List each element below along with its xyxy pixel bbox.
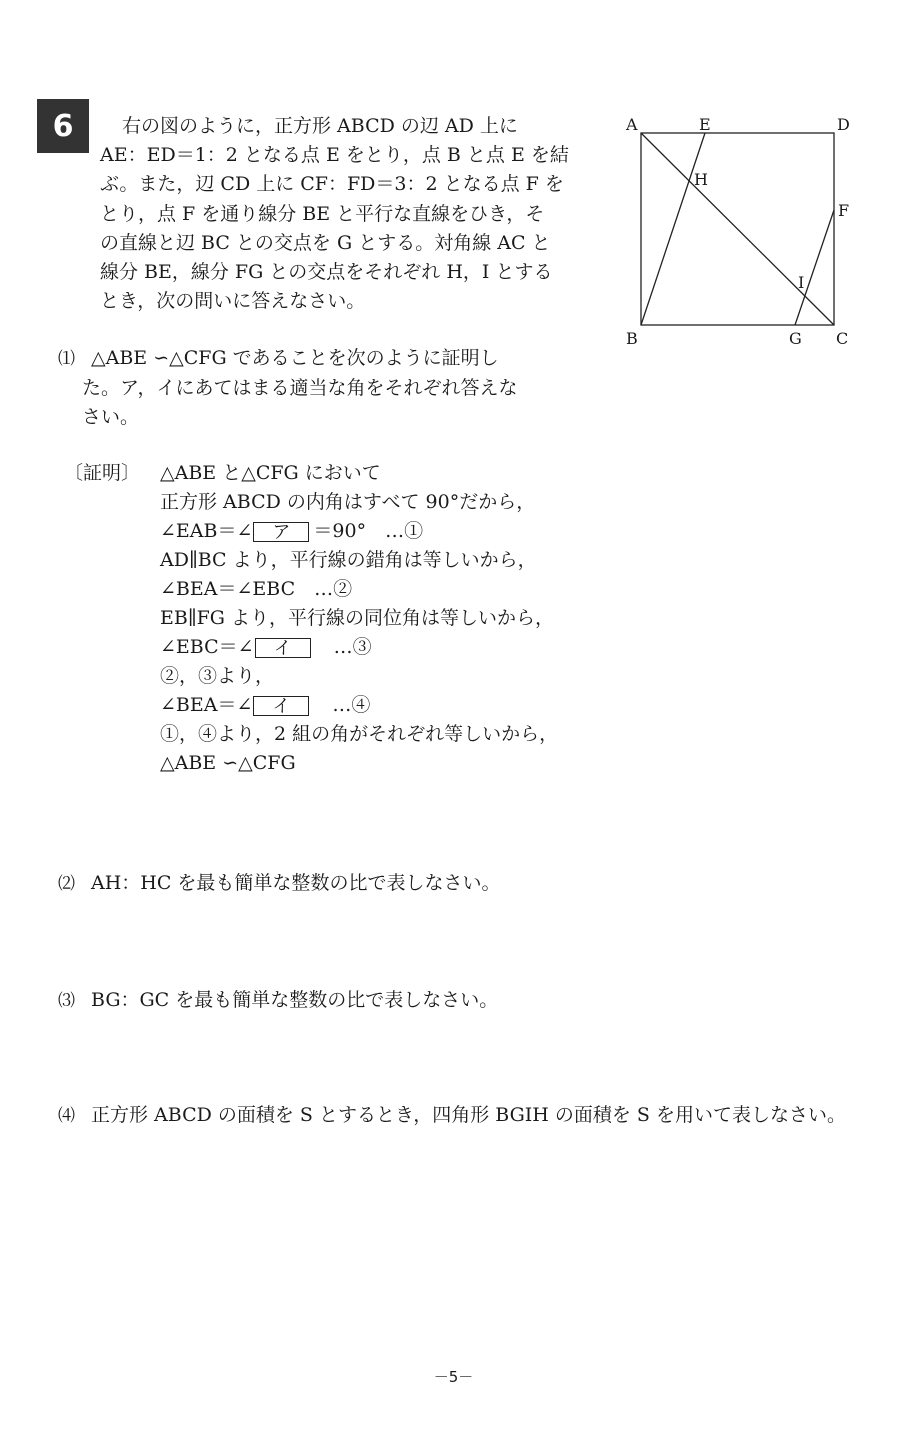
- answer-box-i[interactable]: イ: [255, 638, 311, 658]
- label-e: E: [699, 115, 711, 134]
- proof-line: ∠BEA＝∠ イ …④: [160, 694, 371, 717]
- question-4-number: ⑷: [58, 1106, 75, 1126]
- question-1-text: さい。: [82, 406, 140, 428]
- question-3-text: BG：GC を最も簡単な整数の比で表しなさい。: [91, 989, 499, 1011]
- proof-line: △ABE ∽△CFG: [160, 752, 296, 774]
- intro-line: とき，次の問いに答えなさい。: [100, 290, 366, 313]
- intro-line: とり，点 F を通り線分 BE と平行な直線をひき，そ: [100, 202, 545, 225]
- proof-line: EB∥FG より，平行線の同位角は等しいから，: [160, 607, 555, 629]
- page-number: －5－: [433, 1368, 474, 1386]
- question-2-text: AH：HC を最も簡単な整数の比で表しなさい。: [91, 872, 501, 894]
- segment-be: [641, 133, 705, 325]
- question-2: [58, 868, 500, 895]
- intro-line: の直線と辺 BC との交点を G とする。対角線 AC と: [100, 231, 551, 254]
- label-b: B: [626, 329, 638, 348]
- label-a: A: [626, 115, 638, 134]
- proof-line: △ABE と△CFG において: [160, 462, 381, 484]
- intro-line: 右の図のように，正方形 ABCD の辺 AD 上に: [122, 115, 518, 137]
- square-figure: [610, 108, 870, 353]
- question-4: [58, 1100, 846, 1127]
- intro-line: ぶ。また，辺 CD 上に CF：FD＝3：2 となる点 F を: [100, 173, 564, 196]
- label-f: F: [838, 201, 850, 220]
- question-3-number: ⑶: [58, 991, 75, 1011]
- proof-line: AD∥BC より，平行線の錯角は等しいから，: [160, 549, 537, 571]
- proof-line: ②，③より，: [160, 665, 275, 687]
- label-h: H: [694, 170, 708, 189]
- intro-line: 線分 BE，線分 FG との交点をそれぞれ H，I とする: [100, 261, 553, 284]
- question-1-text: た。ア，イにあてはまる適当な角をそれぞれ答えな: [82, 377, 518, 399]
- question-1-number: ⑴: [58, 349, 75, 369]
- proof-line: ∠EAB＝∠ ア ＝90° …①: [160, 520, 424, 543]
- answer-box-a[interactable]: ア: [253, 522, 309, 542]
- label-g: G: [789, 329, 802, 348]
- label-i: I: [798, 273, 805, 292]
- answer-box-i[interactable]: イ: [253, 696, 309, 716]
- label-d: D: [837, 115, 850, 134]
- label-c: C: [836, 329, 849, 348]
- segment-fg: [795, 210, 834, 325]
- problem-intro: [100, 112, 569, 316]
- proof-label: 〔証明〕: [64, 462, 141, 484]
- intro-line: AE：ED＝1：2 となる点 E をとり，点 B と点 E を結: [100, 144, 569, 167]
- question-2-number: ⑵: [58, 874, 75, 894]
- question-3: [58, 985, 498, 1012]
- proof-line: 正方形 ABCD の内角はすべて 90°だから，: [160, 491, 536, 513]
- proof-line: ∠BEA＝∠EBC …②: [160, 578, 353, 600]
- question-1-text: △ABE ∽△CFG であることを次のように証明し: [91, 347, 499, 369]
- problem-number: 6: [37, 99, 89, 153]
- proof-line: ∠EBC＝∠ イ …③: [160, 636, 372, 659]
- question-1: [58, 344, 548, 432]
- proof-line: ①，④より，2 組の角がそれぞれ等しいから，: [160, 723, 559, 745]
- question-4-text: 正方形 ABCD の面積を S とするとき，四角形 BGIH の面積を S を用いて表しなさい。: [91, 1104, 846, 1126]
